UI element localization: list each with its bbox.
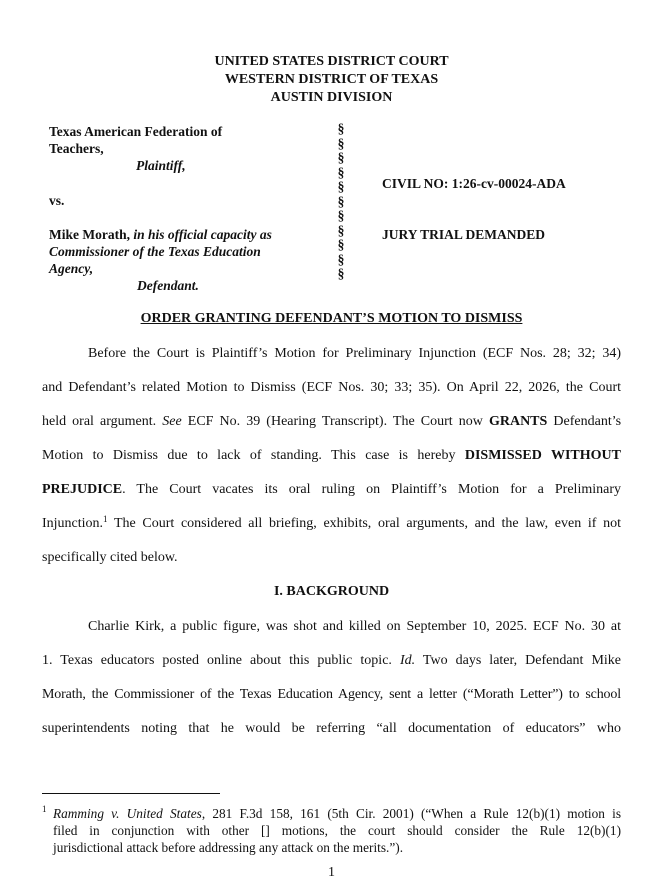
footnote-line-1: [53, 805, 621, 822]
section-symbol: §: [337, 179, 345, 194]
defendant-capacity: in his official capacity as: [133, 227, 272, 242]
defendant-name-line1: [49, 226, 272, 243]
plaintiff-name-line1: Texas American Federation of: [49, 124, 223, 139]
dismissed-emphasis: DISMISSED WITHOUT: [464, 448, 621, 463]
section-symbol: §: [337, 193, 345, 209]
page-number: 1: [328, 865, 335, 880]
footnote-separator: [42, 793, 220, 794]
section-heading-background: I. BACKGROUND: [273, 584, 390, 599]
text-run: . The Court vacates its oral ruling on Plaintiff’s Motion for a Preliminary: [122, 482, 621, 497]
text-run: ECF No. 39 (Hearing Transcript). The Court now: [187, 414, 483, 429]
text-run: 1. Texas educators posted online about this public topic.: [42, 653, 392, 668]
paragraph-2-line-1: Charlie Kirk, a public figure, was shot and killed on September 10, 2025. ECF No. 30 at: [88, 619, 621, 634]
section-symbol: §: [337, 150, 345, 165]
section-symbol: §: [337, 237, 345, 252]
prejudice-emphasis: PREJUDICE: [42, 482, 123, 497]
section-symbol: §: [337, 135, 345, 151]
text-run: The Court considered all briefing, exhibits, oral arguments, and the law, even if not: [113, 516, 621, 531]
footnote-line-2: filed in conjunction with other [] motions, the court should consider the Rule 12(b)(1): [53, 823, 621, 838]
section-symbol: §: [337, 266, 345, 281]
section-symbol: §: [337, 208, 345, 223]
court-name: UNITED STATES DISTRICT COURT: [214, 54, 449, 69]
court-district: WESTERN DISTRICT OF TEXAS: [224, 72, 439, 87]
civil-case-number: CIVIL NO: 1:26-cv-00024-ADA: [382, 176, 566, 191]
signal-id: Id.: [399, 653, 416, 668]
grants-emphasis: GRANTS: [488, 414, 548, 429]
paragraph-2-line-4: superintendents noting that he would be referring “all documentation of educators” who: [42, 721, 621, 736]
court-division: AUSTIN DIVISION: [270, 90, 393, 105]
paragraph-1-line-4: [42, 447, 621, 464]
paragraph-1-line-6: [42, 515, 621, 532]
section-symbol: §: [337, 164, 345, 180]
section-symbol: §: [337, 121, 345, 136]
case-name: Ramming v. United States: [53, 806, 202, 821]
signal-see: See: [162, 414, 182, 429]
defendant-name: Mike Morath,: [49, 227, 130, 242]
paragraph-2-line-2: [42, 652, 621, 669]
footnote-number: 1: [42, 804, 47, 814]
plaintiff-name-line2: Teachers,: [49, 141, 104, 156]
defendant-role: Defendant.: [137, 278, 199, 293]
text-run: Defendant’s: [553, 414, 622, 429]
order-title: ORDER GRANTING DEFENDANT’S MOTION TO DISMISS: [140, 311, 523, 326]
text-run: , 281 F.3d 158, 161 (5th Cir. 2001) (“When a Rule 12(b)(1) motion is: [201, 806, 621, 821]
footnote-marker[interactable]: 1: [103, 514, 108, 524]
section-symbol-column: [333, 123, 349, 283]
paragraph-2-line-3: Morath, the Commissioner of the Texas Education Agency, sent a letter (“Morath Letter”) to school: [42, 687, 621, 702]
paragraph-1-line-2: and Defendant’s related Motion to Dismiss (ECF Nos. 30; 33; 35). On April 22, 2026, the Court: [42, 380, 621, 395]
jury-demand: JURY TRIAL DEMANDED: [382, 227, 546, 242]
paragraph-1-line-3: [42, 413, 621, 430]
text-run: Two days later, Defendant Mike: [422, 653, 622, 668]
defendant-name-line2: Commissioner of the Texas Education: [49, 244, 261, 259]
defendant-name-line3: Agency,: [49, 261, 94, 276]
versus-label: vs.: [49, 193, 65, 208]
footnote-line-3: jurisdictional attack before addressing any attack on the merits.”).: [53, 840, 404, 855]
text-run: Injunction.$^1$: [42, 514, 108, 531]
paragraph-1-line-7: specifically cited below.: [42, 550, 178, 565]
text-run: held oral argument.: [42, 414, 157, 429]
text-run: Motion to Dismiss due to lack of standing. This case is hereby: [42, 448, 456, 463]
paragraph-1-line-1: Before the Court is Plaintiff’s Motion for Preliminary Injunction (ECF Nos. 28; 32; 34): [88, 346, 621, 361]
section-symbol: §: [337, 222, 345, 238]
plaintiff-role: Plaintiff,: [136, 158, 186, 173]
paragraph-1-line-5: [42, 481, 621, 498]
section-symbol: §: [337, 251, 345, 267]
